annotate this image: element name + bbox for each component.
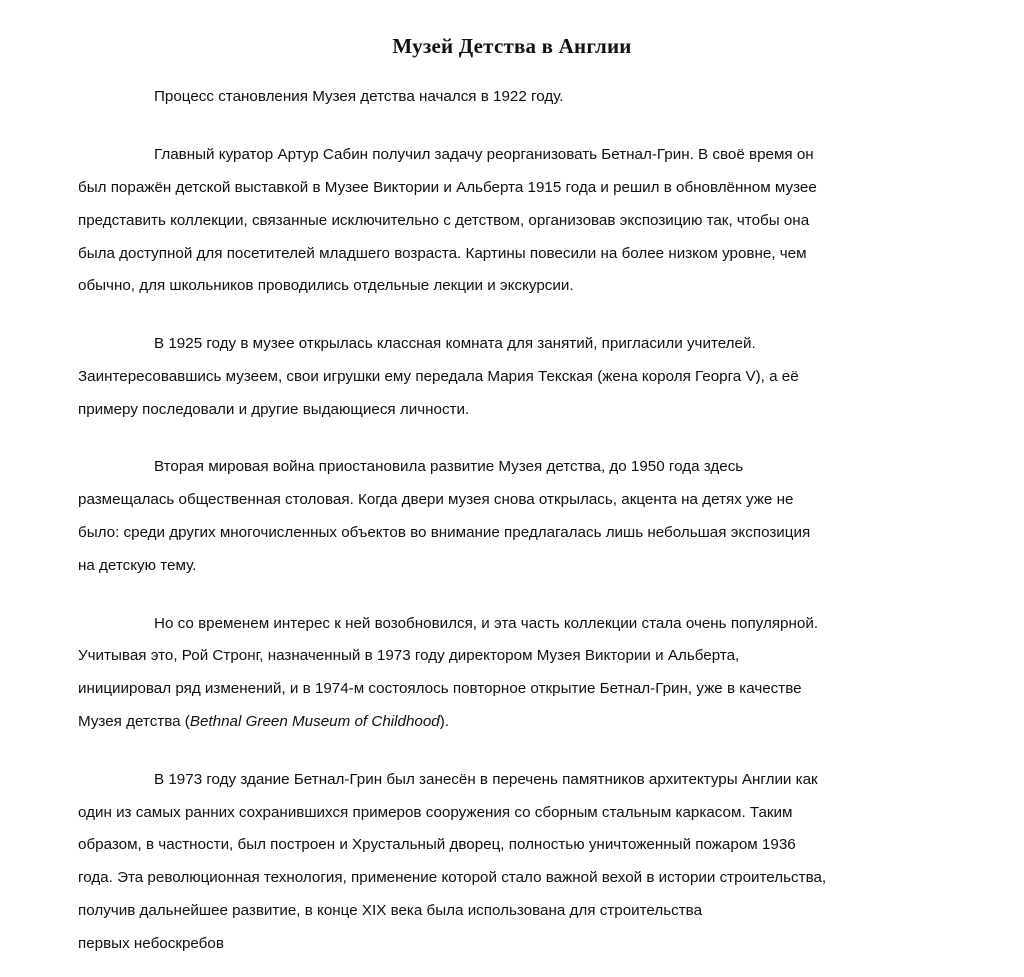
text-line: Учитывая это, Рой Стронг, назначенный в 1973 году директором Музея Виктории и Альберта,: [78, 647, 740, 665]
text-line: года. Эта революционная технология, применение которой стало важной вехой в истории строительства,: [78, 869, 827, 887]
text-line: была доступной для посетителей младшего возраста. Картины повесили на более низком уровне, чем: [78, 244, 807, 262]
paragraph-1: [78, 73, 958, 122]
slide-body: [78, 73, 958, 977]
slide-title: Музей Детства в Англии: [392, 34, 632, 58]
text-line: размещалась общественная столовая. Когда двери музея снова открылась, акцента на детях уже не: [78, 491, 794, 509]
text-line: Главный куратор Артур Сабин получил задачу реорганизовать Бетнал-Грин. В своё время он: [154, 146, 814, 164]
text-line: Вторая мировая война приостановила развитие Музея детства, до 1950 года здесь: [154, 458, 744, 476]
paragraph-2: [78, 131, 958, 311]
text-line: было: среди других многочисленных объектов во внимание предлагалась лишь небольшая экспозиция: [78, 524, 811, 542]
text-line: [78, 714, 958, 730]
text-line: Заинтересовавшись музеем, свои игрушки ему передала Мария Текская (жена короля Георга V), а её: [78, 367, 799, 385]
text-line: Процесс становления Музея детства начался в 1922 году.: [154, 88, 564, 106]
italic-museum-name: Bethnal Green Museum of Childhood: [189, 713, 440, 731]
text-line: один из самых ранних сохранившихся примеров сооружения со сборным стальным каркасом. Таким: [78, 803, 793, 821]
text-line: первых небоскребов: [78, 934, 224, 952]
text-line: был поражён детской выставкой в Музее Виктории и Альберта 1915 года и решил в обновлённом музее: [78, 178, 817, 196]
text-line: представить коллекции, связанные исключительно с детством, организовав экспозицию так, чтобы она: [78, 211, 810, 229]
text-line: образом, в частности, был построен и Хрустальный дворец, полностью уничтоженный пожаром 1936: [78, 836, 796, 854]
text-fragment: ).: [439, 713, 450, 731]
text-line: В 1925 году в музее открылась классная комната для занятий, пригласили учителей.: [154, 335, 756, 353]
text-line: примеру последовали и другие выдающиеся личности.: [78, 400, 470, 418]
text-line: Но со временем интерес к ней возобновился, и эта часть коллекции стала очень популярной.: [154, 614, 819, 632]
paragraph-4: [78, 443, 958, 591]
text-line: обычно, для школьников проводились отдельные лекции и экскурсии.: [78, 277, 574, 295]
text-line: инициировал ряд изменений, и в 1974-м состоялось повторное открытие Бетнал-Грин, уже в качестве: [78, 680, 802, 698]
text-line: В 1973 году здание Бетнал-Грин был занесён в перечень памятников архитектуры Англии как: [154, 770, 818, 788]
paragraph-5: [78, 599, 958, 747]
text-fragment: Музея детства (: [78, 713, 190, 731]
text-line: на детскую тему.: [78, 556, 197, 574]
paragraph-6: [78, 755, 958, 968]
paragraph-3: [78, 320, 958, 435]
text-line: получив дальнейшее развитие, в конце XIX века была использована для строительства: [78, 902, 703, 919]
